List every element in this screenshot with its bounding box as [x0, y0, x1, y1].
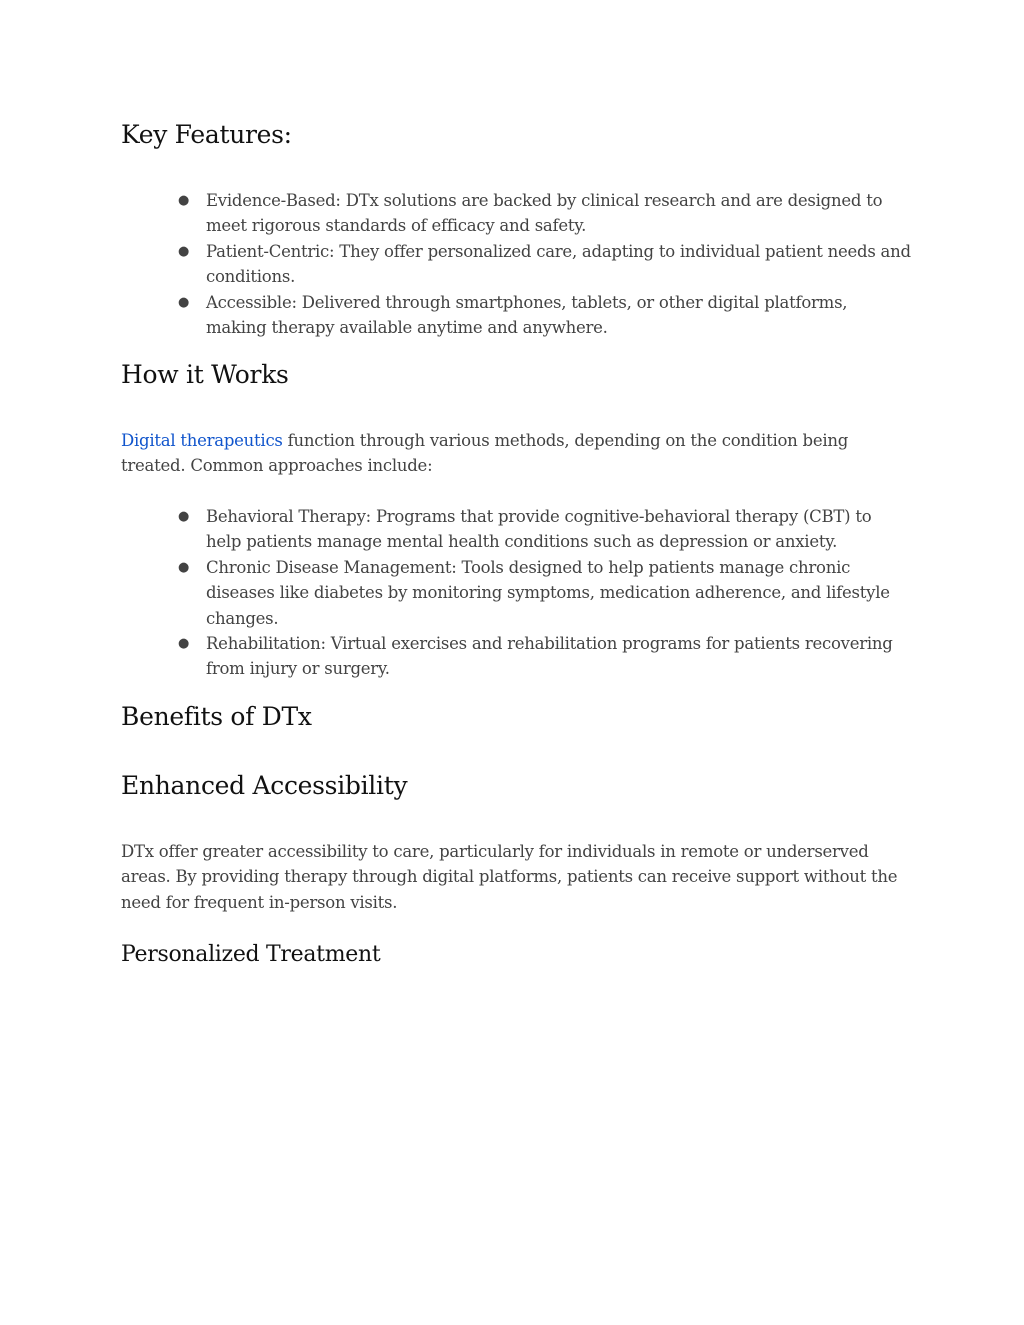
heading-benefits: Benefits of DTx [121, 702, 312, 731]
list-item [121, 504, 911, 555]
enhanced-accessibility-body: DTx offer greater accessibility to care, particularly for individuals in remote or underserved areas. By providing therapy through digital platforms, patients can receive support without the need for frequent in-person visits. [121, 842, 898, 912]
how-it-works-intro [121, 428, 911, 479]
bullet-icon: ● [178, 294, 190, 310]
heading-personalized-treatment: Personalized Treatment [121, 942, 381, 967]
list-item-text: Evidence-Based: DTx solutions are backed by clinical research and are designed to meet rigorous standards of efficacy and safety. [206, 191, 883, 236]
list-item [121, 239, 911, 290]
list-item-text: Accessible: Delivered through smartphones, tablets, or other digital platforms, making therapy available anytime and anywhere. [206, 292, 848, 338]
how-it-works-list [121, 504, 911, 682]
list-item-text: Rehabilitation: Virtual exercises and rehabilitation programs for patients recovering from injury or surgery. [206, 634, 893, 679]
list-item [121, 290, 911, 341]
digital-therapeutics-link[interactable]: Digital therapeutics [121, 431, 283, 450]
list-item-text: Patient-Centric: They offer personalized care, adapting to individual patient needs and conditions. [206, 241, 911, 287]
list-item-text: Behavioral Therapy: Programs that provide cognitive-behavioral therapy (CBT) to help patients manage mental health conditions such as depression or anxiety. [206, 507, 872, 552]
heading-enhanced-accessibility: Enhanced Accessibility [121, 771, 408, 800]
list-item-text: Chronic Disease Management: Tools designed to help patients manage chronic diseases like diabetes by monitoring symptoms, medication adherence, and lifestyle changes. [206, 557, 890, 628]
list-item [121, 631, 911, 682]
bullet-icon: ● [178, 636, 190, 652]
key-features-list [121, 188, 911, 340]
heading-how-it-works: How it Works [121, 360, 289, 389]
bullet-icon: ● [178, 559, 190, 575]
bullet-icon: ● [178, 509, 190, 524]
list-item [121, 555, 911, 631]
bullet-icon: ● [178, 243, 190, 259]
intro-text: function through various methods, depending on the condition being treated. Common approaches include: [121, 431, 849, 476]
list-item [121, 188, 911, 239]
heading-key-features: Key Features: [121, 120, 292, 149]
bullet-icon: ● [178, 193, 190, 208]
